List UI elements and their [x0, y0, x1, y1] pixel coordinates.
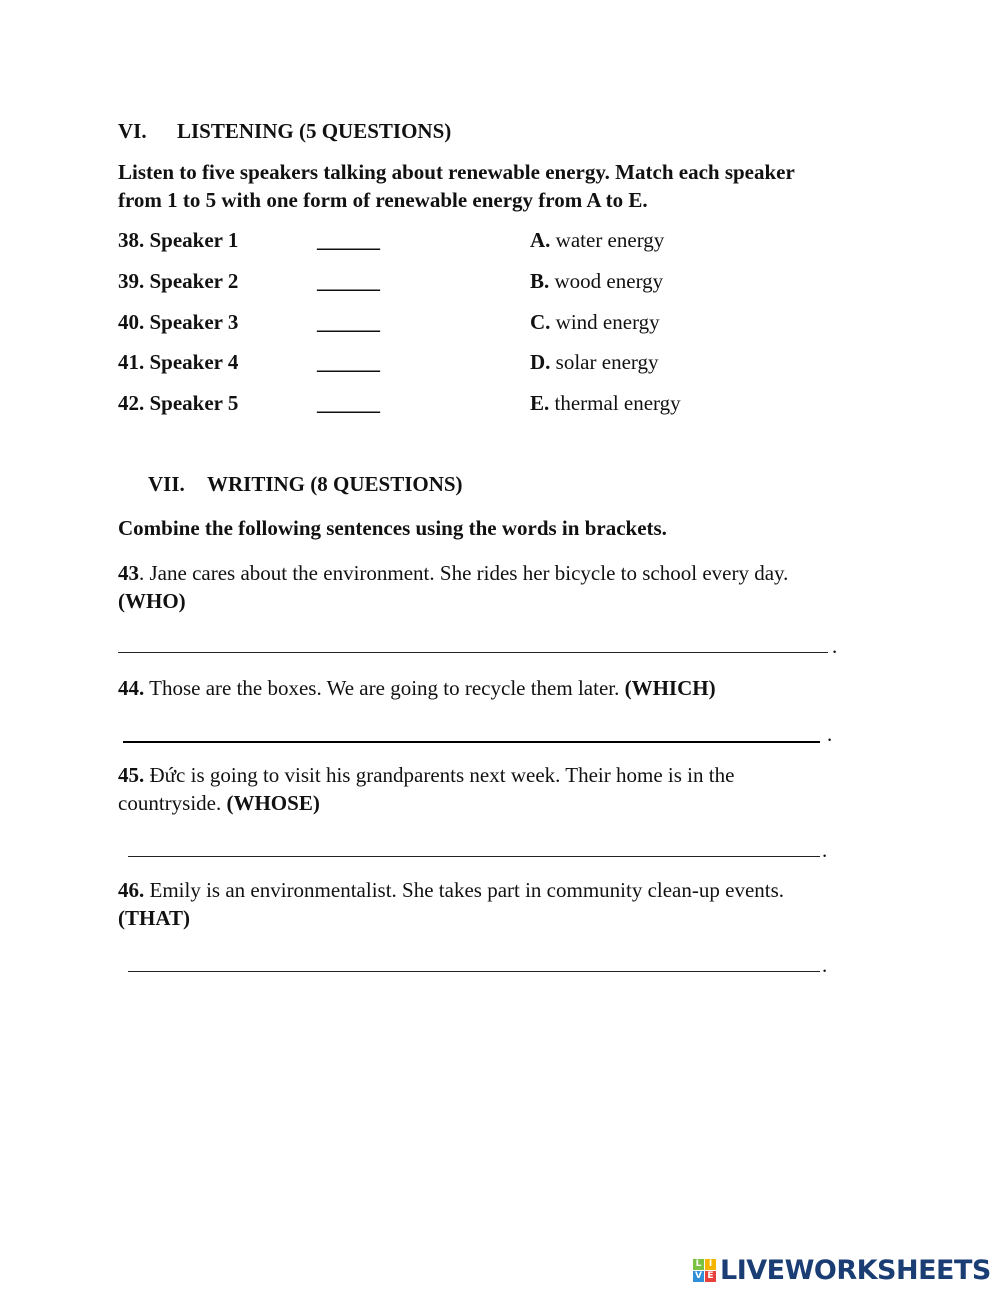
energy-option: E. thermal energy: [530, 391, 681, 415]
logo-squares-icon: L I V E: [693, 1259, 716, 1282]
section-vi-heading: LISTENING (5 QUESTIONS): [177, 119, 452, 143]
answer-blank[interactable]: ______: [317, 269, 380, 293]
period: .: [827, 722, 833, 746]
period: .: [832, 634, 838, 658]
question-43-keyword: (WHO): [118, 589, 186, 613]
section-vii-heading: WRITING (8 QUESTIONS): [207, 472, 463, 496]
speaker-label: 39. Speaker 2: [118, 269, 239, 293]
answer-line-44[interactable]: [123, 741, 820, 743]
energy-option: B. wood energy: [530, 269, 664, 293]
section-vii-number: VII.: [148, 472, 185, 496]
question-44: 44. Those are the boxes. We are going to recycle them later. (WHICH): [118, 676, 716, 700]
answer-blank[interactable]: ______: [317, 310, 380, 334]
energy-option: D. solar energy: [530, 350, 659, 374]
answer-line-46[interactable]: [128, 971, 820, 972]
listening-instruction-1: Listen to five speakers talking about renewable energy. Match each speaker: [118, 160, 795, 184]
answer-line-45[interactable]: [128, 856, 820, 857]
period: .: [822, 953, 828, 977]
section-vi-number: VI.: [118, 119, 147, 143]
energy-option: A. water energy: [530, 228, 665, 252]
speaker-label: 40. Speaker 3: [118, 310, 239, 334]
question-45-line2: countryside. (WHOSE): [118, 791, 320, 815]
question-46: 46. Emily is an environmentalist. She takes part in community clean-up events.: [118, 878, 785, 902]
listening-instruction-2: from 1 to 5 with one form of renewable energy from A to E.: [118, 188, 648, 212]
speaker-label: 38. Speaker 1: [118, 228, 239, 252]
answer-line-43[interactable]: [118, 652, 828, 653]
energy-option: C. wind energy: [530, 310, 660, 334]
question-46-keyword: (THAT): [118, 906, 190, 930]
answer-blank[interactable]: ______: [317, 228, 380, 252]
speaker-label: 42. Speaker 5: [118, 391, 239, 415]
answer-blank[interactable]: ______: [317, 350, 380, 374]
speaker-label: 41. Speaker 4: [118, 350, 239, 374]
answer-blank[interactable]: ______: [317, 391, 380, 415]
question-45: 45. Đức is going to visit his grandparents next week. Their home is in the: [118, 763, 735, 787]
period: .: [822, 838, 828, 862]
liveworksheets-logo: L I V E LIVEWORKSHEETS: [693, 1255, 991, 1286]
writing-instruction: Combine the following sentences using the words in brackets.: [118, 516, 667, 540]
question-43: 43. Jane cares about the environment. She rides her bicycle to school every day.: [118, 561, 789, 585]
